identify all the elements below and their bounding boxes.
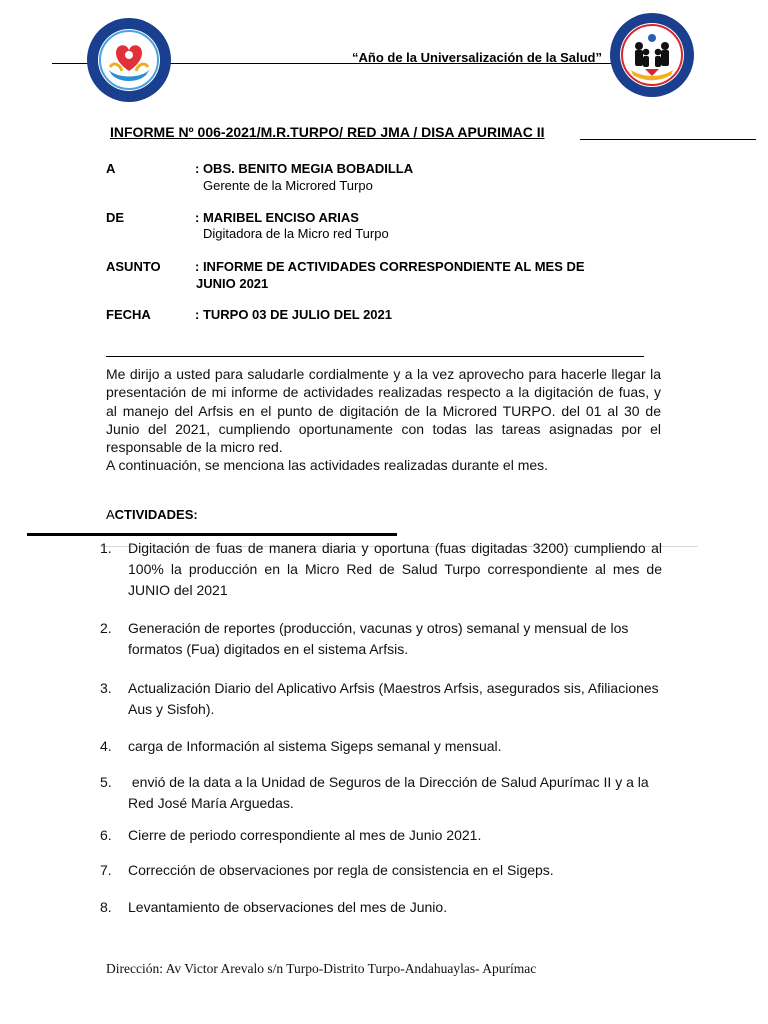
from-value: : MARIBEL ENCISO ARIAS [195, 210, 359, 225]
date-label: FECHA [106, 307, 151, 322]
activity-text: Cierre de periodo correspondiente al mes de Junio 2021. [128, 827, 482, 843]
activity-item [100, 678, 662, 720]
subject-line-1: : INFORME DE ACTIVIDADES CORRESPONDIENTE AL MES DE [195, 259, 585, 274]
activity-number: 7. [100, 862, 112, 878]
to-value: : OBS. BENITO MEGIA BOBADILLA [195, 161, 414, 176]
from-subtitle: Digitadora de la Micro red Turpo [203, 226, 389, 241]
activity-number: 3. [100, 680, 112, 696]
activity-item [100, 618, 662, 660]
to-subtitle: Gerente de la Microred Turpo [203, 178, 373, 193]
activity-text: envió de la data a la Unidad de Seguros de la Dirección de Salud Apurímac II y a la Red José María Arguedas. [128, 774, 653, 811]
activity-item [100, 825, 662, 846]
from-label: DE [106, 210, 125, 225]
closing-sentence: A continuación, se menciona las actividades realizadas durante el mes. [106, 457, 549, 474]
activity-text: Generación de reportes (producción, vacunas y otros) semanal y mensual de los formatos (Fua) digitados en el sistema Arfsis. [128, 620, 629, 657]
activity-number: 1. [100, 540, 112, 556]
activity-item [100, 538, 662, 601]
activity-number: 8. [100, 899, 112, 915]
direccion-regional-salud-logo-icon [609, 12, 695, 98]
activity-number: 6. [100, 827, 112, 843]
microred-turpo-logo-icon [86, 17, 172, 103]
activity-text: carga de Información al sistema Sigeps semanal y mensual. [128, 738, 502, 754]
subject-label: ASUNTO [106, 259, 161, 274]
activity-item [100, 736, 662, 757]
activity-item [100, 897, 662, 918]
date-value: : TURPO 03 DE JULIO DEL 2021 [195, 307, 392, 322]
activities-heading [106, 507, 198, 522]
intro-paragraph: Me dirijo a usted para saludarle cordialmente y a la vez aprovecho para hacerle llegar la presentación de mi informe de actividades realizadas respecto a la digitación de fuas, y al manejo del Arfsis en el punto de digitación de la Microred TURPO. del 01 al 30 de Junio del 2021, cumpliendo oportunamente con todas las tareas asignadas por el responsable de la micro red. [106, 366, 661, 456]
report-title: INFORME Nº 006-2021/M.R.TURPO/ RED JMA / DISA APURIMAC II [110, 124, 545, 140]
activity-number: 5. [100, 774, 112, 790]
footer-address: Dirección: Av Victor Arevalo s/n Turpo-Distrito Turpo-Andahuaylas- Apurímac [106, 961, 537, 976]
activities-heading-initial: A [106, 507, 115, 522]
activity-text: Corrección de observaciones por regla de consistencia en el Sigeps. [128, 862, 554, 878]
activity-text: Levantamiento de observaciones del mes de Junio. [128, 899, 448, 915]
activity-item [100, 772, 662, 814]
year-slogan: “Año de la Universalización de la Salud” [352, 50, 602, 65]
activity-text: Digitación de fuas de manera diaria y oportuna (fuas digitadas 3200) cumpliendo al 100% la producción en la Micro Red de Salud Turpo correspondiente al mes de JUNIO del 2021 [128, 540, 662, 598]
subject-line-2: JUNIO 2021 [196, 276, 269, 291]
title-underline [580, 139, 756, 140]
activity-item [100, 860, 662, 881]
to-label: A [106, 161, 116, 176]
body-text [106, 365, 661, 475]
separator-line [106, 356, 644, 357]
activity-text: Actualización Diario del Aplicativo Arfsis (Maestros Arfsis, asegurados sis, Afiliaciones Aus y Sisfoh). [128, 680, 659, 717]
activity-number: 4. [100, 738, 112, 754]
activities-heading-rest: CTIVIDADES: [114, 507, 198, 522]
activity-number: 2. [100, 620, 112, 636]
activities-rule [27, 533, 397, 536]
